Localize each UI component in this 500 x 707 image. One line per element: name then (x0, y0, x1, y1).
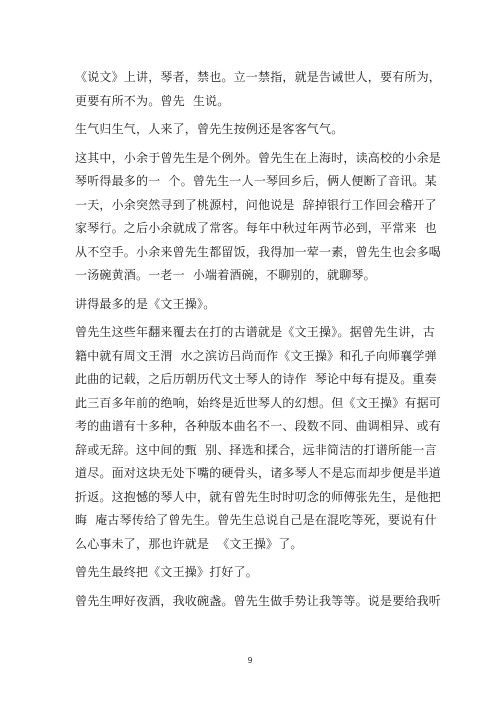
text-line: 么心事未了，那也许就是 《文王操》了。 (75, 536, 303, 551)
text-line: 一天，小余突然寻到了桃源村，问他说是 辞掉银行工作回会稽开了 (75, 197, 437, 212)
text-line: 生气归生气，人来了，曾先生按例还是客客气气。 (75, 122, 344, 136)
text-line: 辞或无辞。这中间的甄 别、择选和揉合，远非简洁的打谱所能一言 (75, 442, 437, 457)
text-line: 曾先生这些年翻来覆去在打的古谱就是《文王操》。据曾先生讲，古 (75, 325, 436, 339)
text-line: 此三百多年前的绝响，始终是近世琴人的幻想。但《文王操》有据可 (75, 395, 442, 410)
text-line: 曾先生最终把《文王操》打好了。 (75, 565, 259, 579)
paragraph (75, 590, 442, 614)
paragraph (75, 147, 442, 288)
text-line: 道尽。面对这块无处下嘴的硬骨头，诸多琴人不是忘而却步便是半道 (75, 466, 442, 480)
text-line: 考的曲谱有十多种，各种版本曲名不一、段数不同、曲调相异、或有 (75, 419, 442, 433)
text-line: 《说文》上讲，琴者，禁也。立一禁指，就是告诫世人，要有所为， (75, 70, 442, 84)
text-line: 这其中，小余于曾先生是个例外。曾先生在上海时，读高校的小余是 (75, 150, 442, 165)
paragraph (75, 321, 442, 556)
text-line: 曾先生呷好夜酒，我收碗盏。曾先生做手势让我等等。说是要给我听 (75, 593, 442, 608)
document-body (75, 66, 442, 613)
paragraph (75, 118, 435, 142)
text-line: 讲得最多的是《文王操》。 (75, 296, 216, 311)
text-line: 琴听得最多的一 个。曾先生一人一琴回乡后，俩人便断了音讯。某 (75, 174, 437, 188)
text-line: 更要有所不为。曾先 生说。 (75, 93, 230, 108)
text-line: 此曲的记载，之后历朝历代文士琴人的诗作 琴论中每有提及。重奏 (75, 372, 437, 386)
paragraph (75, 561, 435, 585)
text-line: 籍中就有周文王渭 水之滨访吕尚而作《文王操》和孔子向师襄学弹 (75, 348, 437, 363)
text-line: 从不空手。小余来曾先生都留饭，我得加一荤一素，曾先生也会多喝 (75, 244, 442, 259)
paragraph (75, 66, 442, 113)
text-line: 折返。这抱憾的琴人中，就有曾先生时时叨念的师傅张先生，是他把 (75, 489, 442, 504)
text-line: 一汤碗黄酒。一老一 小端着酒碗，不聊别的，就聊琴。 (75, 268, 376, 282)
text-line: 家琴行。之后小余就成了常客。每年中秋过年两节必到，平常来 也 (75, 221, 437, 235)
paragraph (75, 293, 435, 317)
page-number: 9 (247, 656, 253, 665)
text-line: 晦 庵古琴传给了曾先生。曾先生总说自己是在混吃等死，要说有什 (75, 513, 437, 527)
